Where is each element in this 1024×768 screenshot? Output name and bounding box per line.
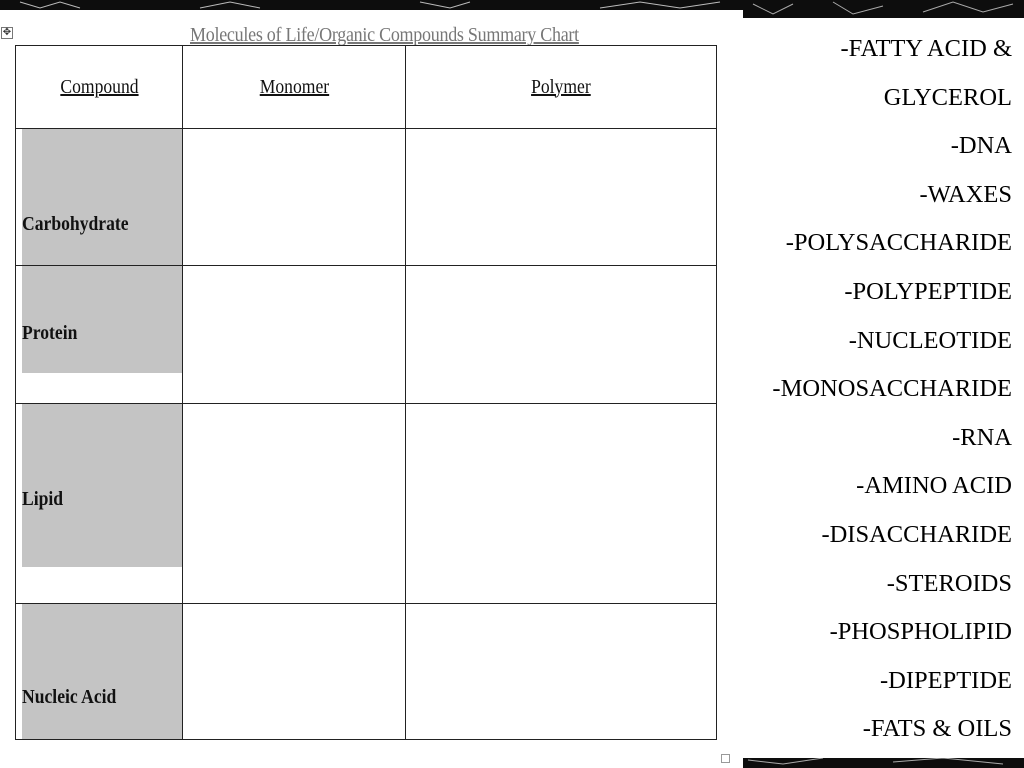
word-bank-item: -DIPEPTIDE: [879, 666, 1012, 694]
monomer-cell[interactable]: [183, 266, 406, 404]
compound-name: Protein: [22, 322, 78, 344]
compound-name: Nucleic Acid: [22, 686, 117, 708]
compound-name: Carbohydrate: [22, 213, 129, 235]
chart-title: Molecules of Life/Organic Compounds Summary Chart: [190, 24, 579, 46]
compound-cell: [16, 266, 183, 404]
monomer-cell[interactable]: [183, 129, 406, 266]
monomer-cell[interactable]: [183, 404, 406, 604]
table-header-row: [16, 46, 717, 129]
header-label: Polymer: [531, 75, 591, 98]
word-bank-item: -DNA: [950, 132, 1012, 160]
cell-shading: [22, 404, 182, 567]
word-bank: [743, 18, 1024, 758]
move-icon[interactable]: ✥: [2, 27, 12, 38]
word-bank-item: -WAXES: [919, 180, 1012, 208]
cell-shading: [22, 266, 182, 373]
document-page: [0, 10, 743, 768]
cell-shading: [22, 129, 182, 265]
compound-cell: [16, 604, 183, 740]
header-label: Monomer: [259, 75, 329, 98]
word-bank-item: -STEROIDS: [886, 569, 1012, 597]
resize-icon[interactable]: [721, 754, 730, 763]
word-bank-item: -DISACCHARIDE: [821, 521, 1012, 548]
table-row: [16, 604, 717, 740]
compound-cell: [16, 129, 183, 266]
header-polymer: [406, 46, 717, 129]
header-compound: [16, 46, 183, 129]
table-row: [16, 266, 717, 404]
polymer-cell[interactable]: [406, 266, 717, 404]
word-bank-item: -MONOSACCHARIDE: [772, 375, 1012, 403]
polymer-cell[interactable]: [406, 604, 717, 740]
monomer-cell[interactable]: [183, 604, 406, 740]
cell-shading: [22, 604, 182, 739]
word-bank-item: -FATTY ACID &: [840, 35, 1012, 62]
word-bank-item: -POLYPEPTIDE: [844, 278, 1012, 305]
table-row: [16, 404, 717, 604]
table-row: [16, 129, 717, 266]
polymer-cell[interactable]: [406, 129, 717, 266]
word-bank-item: -AMINO ACID: [856, 472, 1012, 500]
word-bank-item: -FATS & OILS: [862, 715, 1012, 743]
polymer-cell[interactable]: [406, 404, 717, 604]
word-bank-item: -NUCLEOTIDE: [848, 326, 1012, 354]
word-bank-item: -POLYSACCHARIDE: [785, 229, 1012, 257]
summary-table: [15, 45, 717, 740]
compound-name: Lipid: [22, 488, 64, 510]
header-monomer: [183, 46, 406, 129]
compound-cell: [16, 404, 183, 604]
word-bank-item: -PHOSPHOLIPID: [829, 618, 1012, 646]
header-label: Compound: [59, 75, 139, 98]
word-bank-item: GLYCEROL: [883, 83, 1012, 111]
word-bank-item: -RNA: [952, 423, 1012, 451]
